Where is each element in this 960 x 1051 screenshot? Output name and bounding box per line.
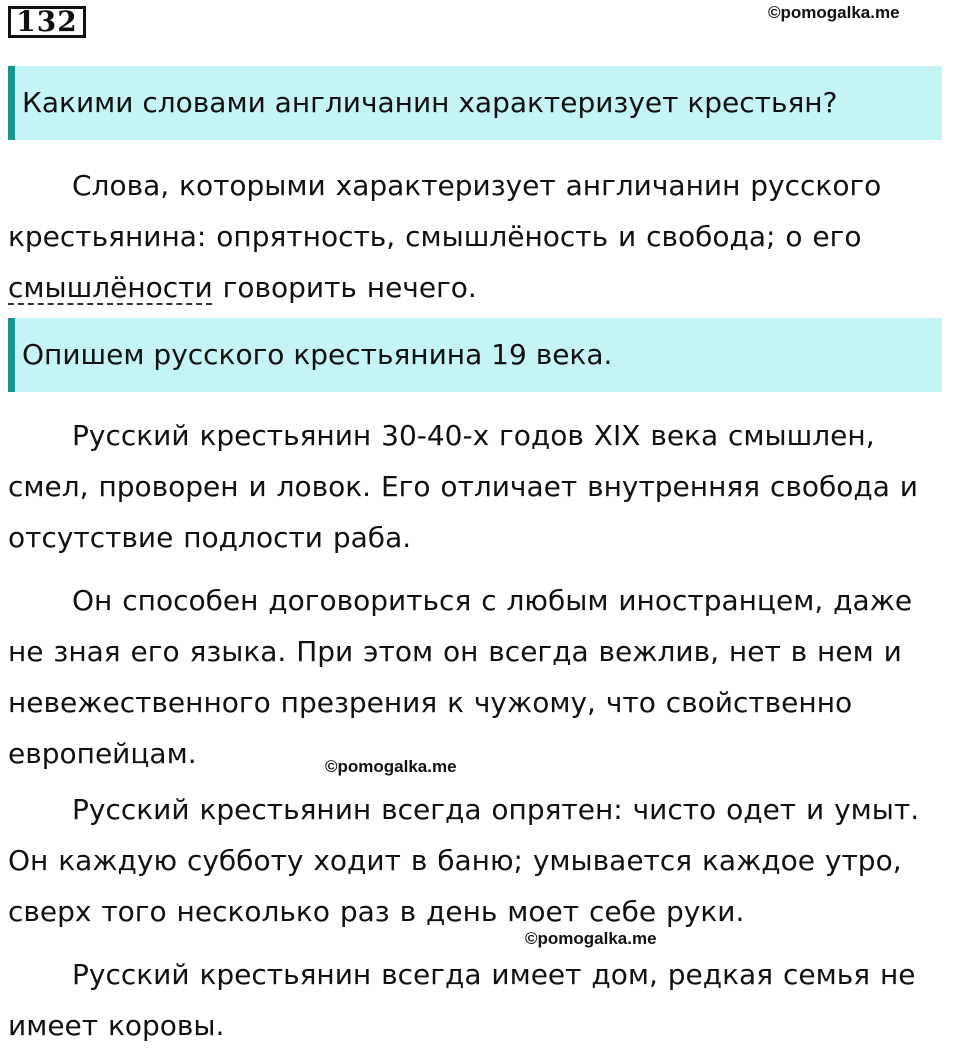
question-banner-2 <box>8 318 942 392</box>
answer-1-paragraph <box>8 160 953 313</box>
question-2-text: Опишем русского крестьянина 19 века. <box>22 338 613 371</box>
paragraph-4: Русский крестьянин всегда имеет дом, редкая семья не имеет коровы. <box>8 958 916 1042</box>
paragraph-1: Русский крестьянин 30-40-х годов XIX века смышлен, смел, проворен и ловок. Его отличает внутренняя свобода и отсутствие подлости раба. <box>8 419 919 554</box>
paragraph-2: Он способен договориться с любым иностранцем, даже не зная его языка. При этом он всегда вежлив, нет в нем и невежественного презрения к чужому, что свойственно европейцам. <box>8 584 913 770</box>
question-banner-1 <box>8 66 942 140</box>
paragraph-3: Русский крестьянин всегда опрятен: чисто одет и умыт. Он каждую субботу ходит в баню; умывается каждое утро, сверх того несколько раз в день моет себе руки. <box>8 793 920 928</box>
answer-1-tail: говорить нечего. <box>212 271 477 304</box>
page-number-box <box>8 6 86 38</box>
watermark-lower: ©pomogalka.me <box>525 929 657 948</box>
answer-1-text: Слова, которыми характеризует англичанин русского крестьянина: опрятность, смышлёность и свобода; о его <box>8 169 882 253</box>
underlined-word: смышлёности <box>8 271 213 304</box>
watermark-middle: ©pomogalka.me <box>325 757 457 776</box>
page-number: 132 <box>16 5 78 38</box>
watermark-top: ©pomogalka.me <box>768 3 900 22</box>
question-1-text: Какими словами англичанин характеризует крестьян? <box>22 86 838 119</box>
